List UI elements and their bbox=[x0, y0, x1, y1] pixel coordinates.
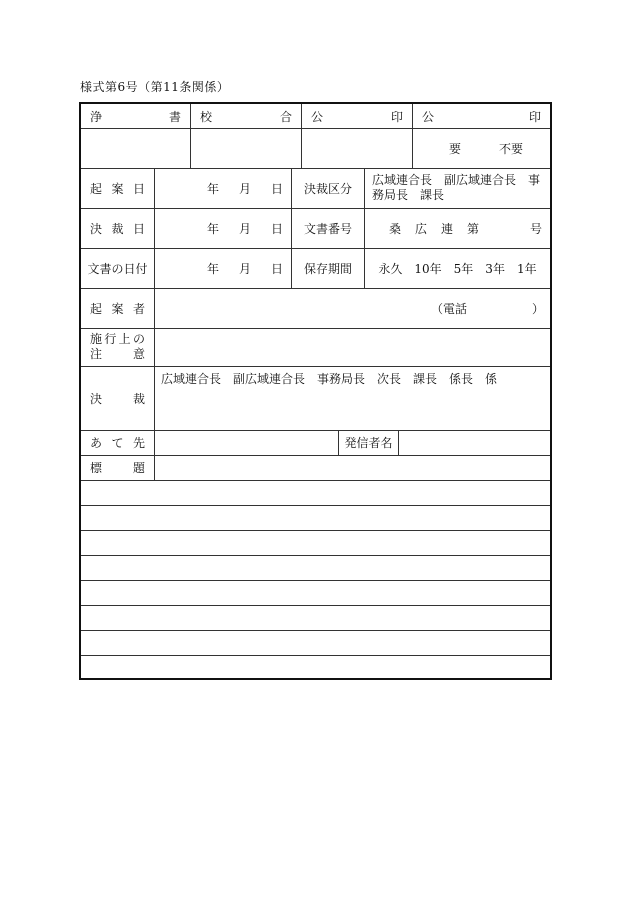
hasshin-label bbox=[339, 430, 399, 455]
kiansha-row bbox=[81, 288, 550, 329]
phone-close: ） bbox=[531, 301, 544, 316]
header-row bbox=[81, 104, 550, 129]
sekou-label bbox=[81, 328, 155, 366]
doc-number-part: 第 bbox=[467, 221, 480, 236]
year-unit: 年 bbox=[206, 221, 219, 236]
hozon-options: 永久 10年 5年 3年 1年 bbox=[378, 261, 537, 276]
year-unit: 年 bbox=[206, 261, 219, 276]
label-char: 行 bbox=[104, 332, 117, 346]
seal-required-cell bbox=[413, 128, 550, 168]
seal-required-no[interactable]: 不要 bbox=[499, 141, 524, 156]
label-char: 日 bbox=[132, 221, 145, 236]
kessai-row bbox=[81, 366, 550, 431]
header-kouin-2 bbox=[413, 104, 550, 128]
kessai-date-label bbox=[81, 208, 155, 248]
kessai-kubun-value[interactable] bbox=[365, 168, 550, 208]
doc-number-part: 連 bbox=[441, 221, 454, 236]
label-char: 先 bbox=[132, 436, 145, 450]
kessai-approvers: 広域連合長 副広域連合長 事務局長 次長 課長 係長 係 bbox=[161, 372, 498, 386]
atesaki-field[interactable] bbox=[155, 430, 339, 455]
header-kougou bbox=[191, 104, 302, 128]
bunsho-date-label-text: 文書の日付 bbox=[87, 261, 148, 276]
kian-date-label bbox=[81, 168, 155, 208]
hozon-label-text: 保存期間 bbox=[303, 261, 352, 276]
seal-required-yes[interactable]: 要 bbox=[449, 141, 462, 156]
kessai-field[interactable] bbox=[155, 366, 550, 430]
body-line[interactable] bbox=[81, 555, 550, 581]
atesaki-label bbox=[81, 430, 155, 455]
day-unit: 日 bbox=[270, 221, 283, 236]
kessai-kubun-label-text: 決裁区分 bbox=[303, 181, 352, 196]
sekou-label-line-1 bbox=[90, 332, 145, 347]
body-line[interactable] bbox=[81, 655, 550, 678]
label-char: 意 bbox=[132, 347, 145, 361]
day-unit: 日 bbox=[270, 261, 283, 276]
hasshin-field[interactable] bbox=[399, 430, 550, 455]
stamp-box-kougou[interactable] bbox=[191, 128, 302, 168]
label-char: 者 bbox=[132, 301, 145, 316]
label-char: 書 bbox=[168, 109, 181, 124]
sekou-field[interactable] bbox=[155, 328, 550, 366]
label-char: 校 bbox=[200, 109, 213, 124]
doc-number-part: 広 bbox=[415, 221, 428, 236]
hozon-label bbox=[292, 248, 365, 288]
stamp-box-jousho[interactable] bbox=[81, 128, 191, 168]
label-char: 公 bbox=[422, 109, 435, 124]
label-char: 合 bbox=[279, 109, 292, 124]
stamp-row bbox=[81, 128, 550, 169]
doc-number-part: 桑 bbox=[389, 221, 402, 236]
bunsho-date-row bbox=[81, 248, 550, 289]
hyoudai-row bbox=[81, 455, 550, 481]
hozon-value[interactable] bbox=[365, 248, 550, 288]
label-char: て bbox=[111, 436, 124, 450]
label-char: 案 bbox=[111, 301, 124, 316]
body-line[interactable] bbox=[81, 480, 550, 506]
year-unit: 年 bbox=[206, 181, 219, 196]
label-char: 決 bbox=[90, 391, 103, 406]
kessai-date-field[interactable] bbox=[155, 208, 292, 248]
header-jousho bbox=[81, 104, 191, 128]
label-char: 注 bbox=[90, 347, 103, 361]
kessai-kubun-label bbox=[292, 168, 365, 208]
label-char: 決 bbox=[90, 221, 103, 236]
label-char: 上 bbox=[118, 332, 131, 346]
bunsho-bangou-label bbox=[292, 208, 365, 248]
stamp-box-kouin[interactable] bbox=[302, 128, 413, 168]
month-unit: 月 bbox=[238, 261, 251, 276]
label-char: 標 bbox=[90, 461, 103, 475]
hyoudai-field[interactable] bbox=[155, 455, 550, 480]
label-char: 印 bbox=[390, 109, 403, 124]
kiansha-field[interactable] bbox=[155, 288, 550, 328]
sekou-row bbox=[81, 328, 550, 367]
body-line[interactable] bbox=[81, 580, 550, 606]
bunsho-bangou-label-text: 文書番号 bbox=[303, 221, 352, 236]
sekou-label-line-2 bbox=[90, 347, 145, 362]
form-title: 様式第6号（第11条関係） bbox=[80, 80, 230, 94]
month-unit: 月 bbox=[238, 221, 251, 236]
label-char: 題 bbox=[132, 461, 145, 475]
kian-date-row bbox=[81, 168, 550, 209]
hyoudai-label bbox=[81, 455, 155, 480]
hasshin-label-text: 発信者名 bbox=[344, 436, 393, 450]
header-kouin-1 bbox=[302, 104, 413, 128]
label-char: 印 bbox=[528, 109, 541, 124]
kiansha-label bbox=[81, 288, 155, 328]
label-char: の bbox=[132, 332, 145, 346]
doc-number-part: 号 bbox=[529, 221, 542, 236]
label-char: あ bbox=[90, 436, 103, 450]
label-char: 案 bbox=[111, 181, 124, 196]
month-unit: 月 bbox=[238, 181, 251, 196]
body-line[interactable] bbox=[81, 605, 550, 631]
label-char: 浄 bbox=[90, 109, 103, 124]
label-char: 裁 bbox=[132, 391, 145, 406]
label-char: 日 bbox=[132, 181, 145, 196]
label-char: 施 bbox=[90, 332, 103, 346]
approval-form bbox=[79, 102, 552, 680]
label-char: 公 bbox=[311, 109, 324, 124]
kian-date-field[interactable] bbox=[155, 168, 292, 208]
label-char: 起 bbox=[90, 301, 103, 316]
body-line[interactable] bbox=[81, 530, 550, 556]
body-line[interactable] bbox=[81, 630, 550, 656]
atesaki-row bbox=[81, 430, 550, 456]
phone-label: （電話 bbox=[431, 301, 468, 316]
kessai-date-row bbox=[81, 208, 550, 249]
bunsho-date-label bbox=[81, 248, 155, 288]
kessai-label bbox=[81, 366, 155, 430]
bunsho-date-field[interactable] bbox=[155, 248, 292, 288]
label-char: 裁 bbox=[111, 221, 124, 236]
label-char: 起 bbox=[90, 181, 103, 196]
kessai-kubun-options: 広域連合長 副広域連合長 事務局長 課長 bbox=[372, 173, 541, 202]
body-line[interactable] bbox=[81, 505, 550, 531]
day-unit: 日 bbox=[270, 181, 283, 196]
bunsho-bangou-value[interactable] bbox=[365, 208, 550, 248]
